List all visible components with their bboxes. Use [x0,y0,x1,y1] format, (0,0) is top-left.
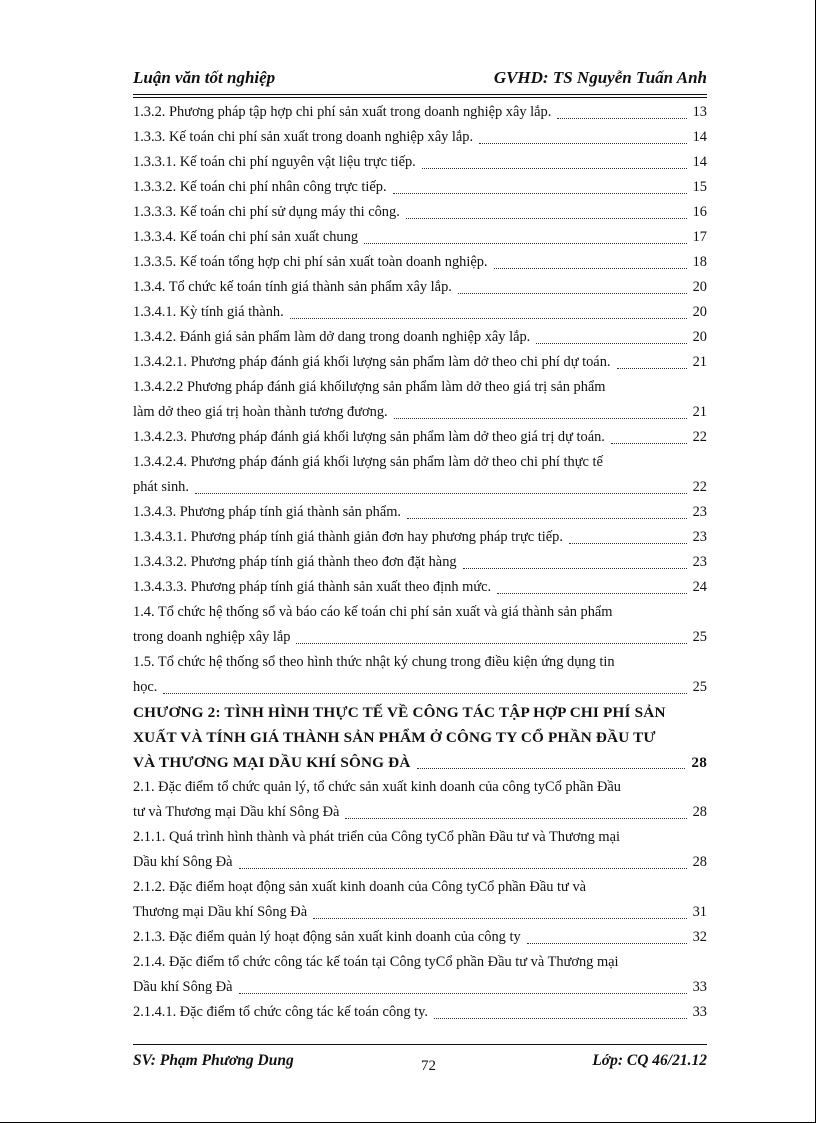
toc-entry-text: 1.3.4.3.2. Phương pháp tính giá thành theo đơn đặt hàng [133,554,457,570]
toc-dot-leader [434,1018,687,1019]
toc-dot-leader [313,918,687,919]
page-header [133,66,707,92]
toc-entry-text: 1.3.4.2. Đánh giá sản phẩm làm dở dang trong doanh nghiệp xây lắp. [133,329,531,345]
toc-entry [133,450,707,475]
toc-entry-text: 1.3.3.4. Kế toán chi phí sản xuất chung [133,229,359,245]
toc-dot-leader [557,118,687,119]
toc-entry [133,750,707,775]
toc-entry-page: 21 [691,400,707,425]
toc-entry-text: tư và Thương mại Dầu khí Sông Đà [133,804,340,820]
toc-entry-text: 1.3.2. Phương pháp tập hợp chi phí sản xuất trong doanh nghiệp xây lắp. [133,104,552,120]
toc-entry-page: 33 [691,975,707,1000]
toc-entry-text: 1.3.3.1. Kế toán chi phí nguyên vật liệu trực tiếp. [133,154,416,170]
toc-entry-page: 23 [691,525,707,550]
toc-dot-leader [239,868,687,869]
toc-entry-text: 1.3.4.3. Phương pháp tính giá thành sản phẩm. [133,504,402,520]
toc-dot-leader [569,543,687,544]
toc-entry-page: 28 [691,850,707,875]
toc-entry [133,175,707,200]
table-of-contents [133,100,707,1025]
toc-dot-leader [497,593,687,594]
toc-dot-leader [393,193,687,194]
toc-entry-text: 2.1.4. Đặc điểm tổ chức công tác kế toán tại Công tyCổ phần Đầu tư và Thương mại [133,954,619,970]
toc-dot-leader [458,293,687,294]
toc-dot-leader [463,568,687,569]
toc-dot-leader [417,768,685,769]
header-rule [133,94,707,95]
toc-entry-page: 23 [691,550,707,575]
toc-entry-text: 2.1.3. Đặc điểm quản lý hoạt động sản xuất kinh doanh của công ty [133,929,521,945]
toc-entry [133,800,707,825]
toc-entry [133,400,707,425]
toc-entry-text: 1.3.3.3. Kế toán chi phí sử dụng máy thi công. [133,204,400,220]
toc-entry-text: 1.3.4. Tổ chức kế toán tính giá thành sản phẩm xây lắp. [133,279,452,295]
toc-entry-page: 28 [691,800,707,825]
toc-dot-leader [394,418,687,419]
toc-entry-text: 1.3.4.1. Kỳ tính giá thành. [133,304,284,320]
toc-entry [133,775,707,800]
toc-entry-page: 20 [691,300,707,325]
toc-entry-text: 1.3.3.5. Kế toán tổng hợp chi phí sản xuất toàn doanh nghiệp. [133,254,488,270]
toc-entry-page: 25 [691,675,707,700]
toc-entry [133,950,707,975]
toc-entry-page: 14 [691,150,707,175]
toc-dot-leader [364,243,687,244]
toc-dot-leader [239,993,687,994]
toc-entry [133,1000,707,1025]
toc-entry-page: 21 [691,350,707,375]
toc-entry-text: phát sinh. [133,479,189,495]
toc-dot-leader [296,643,687,644]
header-advisor: GVHD: TS Nguyễn Tuấn Anh [493,68,707,87]
toc-entry-page: 20 [691,275,707,300]
toc-entry [133,825,707,850]
toc-entry-text: 1.4. Tổ chức hệ thống sổ và báo cáo kế toán chi phí sản xuất và giá thành sản phẩm [133,604,613,620]
toc-dot-leader [536,343,687,344]
toc-entry [133,125,707,150]
toc-entry [133,650,707,675]
toc-entry-text: Thương mại Dầu khí Sông Đà [133,904,308,920]
toc-entry-text: VÀ THƯƠNG MẠI DẦU KHÍ SÔNG ĐÀ [133,754,411,771]
toc-entry [133,550,707,575]
toc-dot-leader [494,268,687,269]
toc-dot-leader [163,693,687,694]
toc-entry [133,675,707,700]
toc-entry-text: 1.3.4.2.1. Phương pháp đánh giá khối lượng sản phẩm làm dở theo chi phí dự toán. [133,354,611,370]
toc-entry [133,200,707,225]
toc-entry [133,875,707,900]
toc-entry-page: 23 [691,500,707,525]
toc-entry [133,600,707,625]
footer-rule [133,1044,707,1045]
toc-entry-text: 1.3.4.3.3. Phương pháp tính giá thành sản xuất theo định mức. [133,579,492,595]
toc-entry [133,100,707,125]
page-number: 72 [421,1058,436,1074]
toc-entry [133,300,707,325]
toc-entry-page: 24 [691,575,707,600]
toc-entry [133,250,707,275]
toc-entry [133,325,707,350]
toc-entry-text: 1.3.4.3.1. Phương pháp tính giá thành giản đơn hay phương pháp trực tiếp. [133,529,563,545]
toc-entry [133,375,707,400]
toc-entry-text: 1.3.4.2.2 Phương pháp đánh giá khốilượng sản phẩm làm dở theo giá trị sản phẩm [133,379,606,395]
toc-dot-leader [422,168,687,169]
toc-entry [133,700,707,725]
toc-entry [133,425,707,450]
toc-dot-leader [527,943,687,944]
toc-entry-text: Dầu khí Sông Đà [133,854,233,870]
toc-entry-page: 28 [689,750,707,775]
toc-entry-page: 17 [691,225,707,250]
toc-entry-text: 1.3.4.2.4. Phương pháp đánh giá khối lượng sản phẩm làm dở theo chi phí thực tế [133,454,603,470]
toc-entry [133,925,707,950]
toc-entry-text: 2.1. Đặc điểm tổ chức quản lý, tổ chức sản xuất kinh doanh của công tyCổ phần Đầu [133,779,621,795]
toc-dot-leader [617,368,687,369]
toc-entry-page: 16 [691,200,707,225]
toc-entry [133,575,707,600]
header-rule-thin [133,97,707,98]
toc-entry-page: 31 [691,900,707,925]
toc-entry-page: 22 [691,475,707,500]
toc-entry-text: XUẤT VÀ TÍNH GIÁ THÀNH SẢN PHẨM Ở CÔNG TY CỔ PHẦN ĐẦU TƯ [133,729,656,746]
toc-entry [133,525,707,550]
toc-entry-page: 22 [691,425,707,450]
footer-student: SV: Phạm Phương Dung [133,1052,294,1069]
toc-entry [133,725,707,750]
toc-entry-page: 14 [691,125,707,150]
toc-entry-text: CHƯƠNG 2: TÌNH HÌNH THỰC TẾ VỀ CÔNG TÁC TẬP HỢP CHI PHÍ SẢN [133,704,666,721]
toc-entry-text: làm dở theo giá trị hoàn thành tương đương. [133,404,388,420]
toc-entry [133,625,707,650]
toc-entry-page: 32 [691,925,707,950]
toc-dot-leader [195,493,687,494]
footer-class: Lớp: CQ 46/21.12 [592,1052,707,1069]
toc-entry [133,350,707,375]
toc-entry-text: trong doanh nghiệp xây lắp [133,629,291,645]
toc-dot-leader [290,318,687,319]
toc-entry-text: Dầu khí Sông Đà [133,979,233,995]
toc-entry-text: 2.1.2. Đặc điểm hoạt động sản xuất kinh doanh của Công tyCổ phần Đầu tư và [133,879,587,895]
toc-entry-page: 25 [691,625,707,650]
toc-dot-leader [611,443,687,444]
header-thesis-label: Luận văn tốt nghiệp [133,68,276,87]
toc-dot-leader [406,218,687,219]
page-footer [133,1052,707,1076]
toc-entry-text: học. [133,679,158,695]
toc-dot-leader [407,518,687,519]
toc-entry-page: 13 [691,100,707,125]
toc-entry-page: 33 [691,1000,707,1025]
toc-entry-text: 1.3.4.2.3. Phương pháp đánh giá khối lượng sản phẩm làm dở theo giá trị dự toán. [133,429,605,445]
toc-entry [133,975,707,1000]
toc-dot-leader [345,818,687,819]
toc-entry-text: 1.3.3.2. Kế toán chi phí nhân công trực tiếp. [133,179,387,195]
toc-entry-page: 18 [691,250,707,275]
toc-entry [133,900,707,925]
toc-entry [133,275,707,300]
toc-dot-leader [479,143,687,144]
toc-entry [133,500,707,525]
toc-entry-text: 2.1.4.1. Đặc điểm tổ chức công tác kế toán công ty. [133,1004,428,1020]
toc-entry-page: 20 [691,325,707,350]
toc-entry-text: 2.1.1. Quá trình hình thành và phát triển của Công tyCổ phần Đầu tư và Thương mại [133,829,620,845]
toc-entry-text: 1.3.3. Kế toán chi phí sản xuất trong doanh nghiệp xây lắp. [133,129,474,145]
toc-entry [133,475,707,500]
toc-entry [133,225,707,250]
toc-entry-page: 15 [691,175,707,200]
toc-entry [133,850,707,875]
toc-entry [133,150,707,175]
toc-entry-text: 1.5. Tổ chức hệ thống sổ theo hình thức nhật ký chung trong điều kiện ứng dụng tin [133,654,615,670]
